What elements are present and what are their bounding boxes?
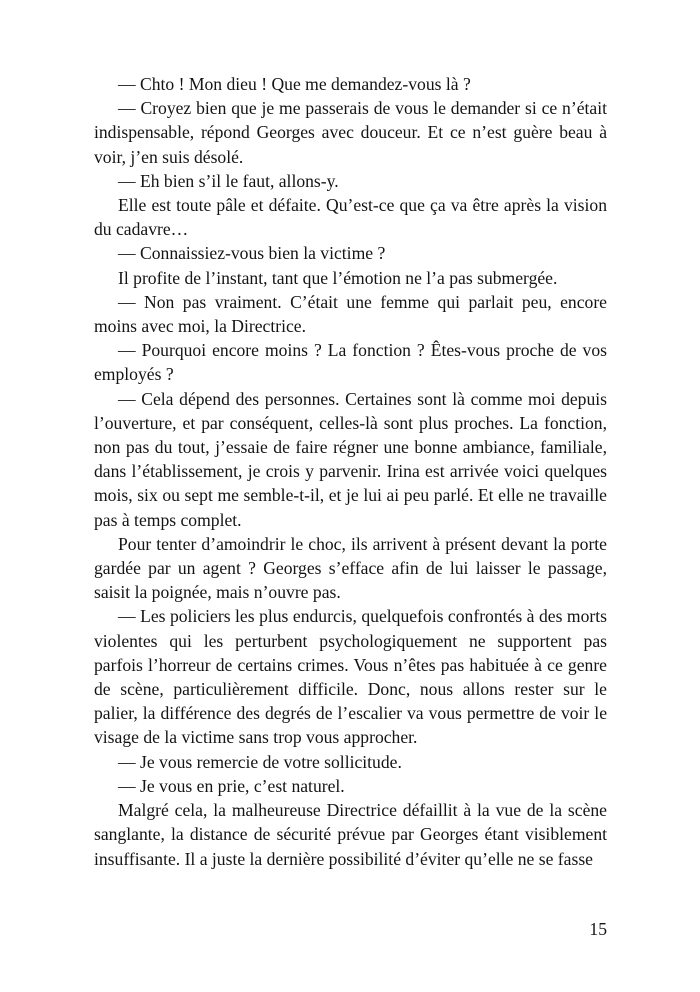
paragraph: Elle est toute pâle et défaite. Qu’est-ce que ça va être après la vision du cadavre… [94, 195, 607, 240]
paragraph: — Connaissiez-vous bien la victime ? [118, 243, 386, 264]
paragraph: — Eh bien s’il le faut, allons-y. [118, 170, 339, 191]
page-body [94, 72, 607, 871]
paragraph: — Croyez bien que je me passerais de vous le demander si ce n’était indispensable, répond Georges avec douceur. Et ce n’est guère beau à voir, j’en suis désolé. [94, 98, 607, 167]
paragraph: — Les policiers les plus endurcis, quelquefois confrontés à des morts violentes qui les perturbent psychologiquement ne supportent pas parfois l’horreur de certains crimes. Vous n’êtes pas habituée à ce genre de scène, particulièrement difficile. Donc, nous allons rester sur le palier, la différence des degrés de l’escalier va vous permettre de voir le visage de la victime sans trop vous approcher. [94, 606, 607, 748]
page-number: 15 [589, 919, 607, 939]
paragraph: Pour tenter d’amoindrir le choc, ils arrivent à présent devant la porte gardée par un agent ? Georges s’efface afin de lui laisser le passage, saisit la poignée, mais n’ouvre pas. [94, 533, 607, 603]
paragraph: Il profite de l’instant, tant que l’émotion ne l’a pas submergée. [118, 267, 558, 288]
paragraph: — Je vous en prie, c’est naturel. [118, 775, 345, 796]
paragraph: — Chto ! Mon dieu ! Que me demandez-vous là ? [118, 74, 471, 94]
paragraph: Malgré cela, la malheureuse Directrice défaillit à la vue de la scène sanglante, la distance de sécurité prévue par Georges étant visiblement insuffisante. Il a juste la dernière possibilité d’éviter qu’elle ne se fasse [94, 800, 607, 869]
paragraph: — Pourquoi encore moins ? La fonction ? Êtes-vous proche de vos employés ? [94, 340, 607, 385]
paragraph: — Cela dépend des personnes. Certaines sont là comme moi depuis l’ouverture, et par conséquent, celles-là sont plus proches. La fonction, non pas du tout, j’essaie de faire régner une bonne ambiance, familiale, dans l’établissement, je crois y parvenir. Irina est arrivée voici quelques mois, six ou sept me semble-t-il, et je lui ai peu parlé. Et elle ne travaille pas à temps complet. [94, 388, 607, 530]
paragraph: — Non pas vraiment. C’était une femme qui parlait peu, encore moins avec moi, la Directrice. [94, 291, 607, 337]
paragraph: — Je vous remercie de votre sollicitude. [118, 751, 402, 772]
